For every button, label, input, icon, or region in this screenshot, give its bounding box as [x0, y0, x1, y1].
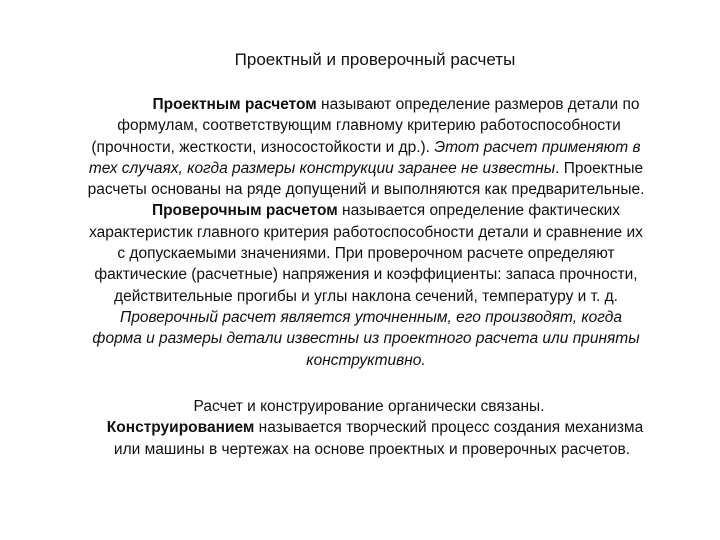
slide-title: Проектный и проверочный расчеты [234, 50, 516, 69]
p1-line-5: расчеты основаны на ряде допущений и выполняются как предварительные. [87, 181, 645, 199]
p4-line-2: Конструированием называется творческий процесс создания механизма [106, 419, 644, 437]
p2-line-5: действительные прогибы и углы наклона сечений, температуру и т. д. [114, 287, 618, 305]
p2-line-3: с допускаемыми значениями. При проверочном расчете определяют [117, 245, 615, 263]
p4-line-1: Расчет и конструирование органически связаны. [193, 398, 545, 415]
body-text [30, 94, 702, 371]
term-verification-calculation: Проверочным расчетом [151, 202, 338, 220]
body-text-2 [30, 396, 702, 460]
p1-line-1: Проектным расчетом называют определение размеров детали по [152, 96, 640, 113]
p4-line-3: или машины в чертежах на основе проектных и проверочных расчетов. [113, 440, 631, 458]
p1-line-2: формулам, соответствующим главному критерию работоспособности [117, 117, 621, 135]
p3-line-1: Проверочный расчет является уточненным, его производят, когда [120, 308, 622, 326]
p2-line-1: Проверочным расчетом называется определение фактических [151, 202, 621, 220]
term-design-calculation: Проектным расчетом [152, 96, 317, 113]
p3-line-3: конструктивно. [306, 351, 426, 369]
term-construction: Конструированием [106, 419, 255, 437]
p2-line-2: характеристик главного критерия работоспособности детали и сравнение их [89, 223, 643, 241]
p1-line-4: тех случаях, когда размеры конструкции заранее не известны. Проектные [88, 159, 644, 177]
p2-line-4: фактические (расчетные) напряжения и коэффициенты: запаса прочности, [94, 266, 638, 284]
p3-line-2: форма и размеры детали известны из проектного расчета или приняты [92, 330, 640, 348]
p1-line-3: (прочности, жесткости, износостойкости и др.). Этот расчет применяют в [91, 138, 641, 156]
